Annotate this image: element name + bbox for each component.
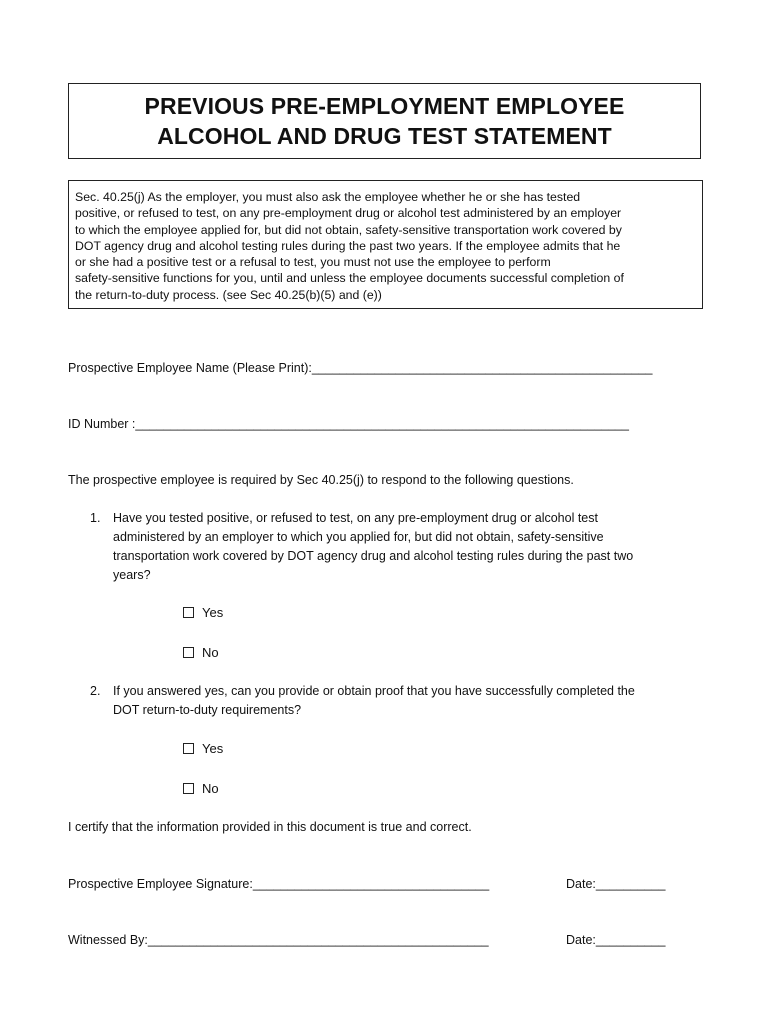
option-label: No (202, 645, 219, 660)
question-1-no-option[interactable] (183, 645, 219, 660)
signature-field[interactable]: Prospective Employee Signature:__________________________________ (68, 877, 490, 891)
employee-name-field[interactable]: Prospective Employee Name (Please Print):_________________________________________________ (68, 361, 653, 375)
question-2-yes-option[interactable] (183, 741, 223, 756)
form-title-line-1: PREVIOUS PRE-EMPLOYMENT EMPLOYEE (144, 93, 625, 119)
form-title-line-2: ALCOHOL AND DRUG TEST STATEMENT (157, 123, 612, 149)
checkbox-icon[interactable] (183, 783, 194, 794)
question-2-no-option[interactable] (183, 781, 219, 796)
id-number-field[interactable]: ID Number :_______________________________________________________________________ (68, 417, 629, 431)
regulation-text-line: or she had a positive test or a refusal to test, you must not use the employee to perform (75, 255, 551, 270)
form-title-box (68, 83, 701, 159)
question-2-text: If you answered yes, can you provide or obtain proof that you have successfully completed the (113, 684, 635, 698)
regulation-text-line: DOT agency drug and alcohol testing rules during the past two years. If the employee admits that he (75, 238, 621, 253)
regulation-text-line: Sec. 40.25(j) As the employer, you must also ask the employee whether he or she has tested (75, 190, 581, 204)
instructions-text: The prospective employee is required by Sec 40.25(j) to respond to the following questions. (68, 473, 574, 487)
question-1-text: administered by an employer to which you applied for, but did not obtain, safety-sensitive (113, 530, 604, 544)
checkbox-icon[interactable] (183, 607, 194, 618)
checkbox-icon[interactable] (183, 647, 194, 658)
option-label: Yes (202, 741, 224, 756)
option-label: Yes (202, 605, 224, 620)
certification-statement: I certify that the information provided in this document is true and correct. (68, 820, 472, 834)
regulation-text-line: the return-to-duty process. (see Sec 40.25(b)(5) and (e)) (75, 287, 382, 302)
witness-field[interactable]: Witnessed By:_________________________________________________ (68, 933, 489, 947)
regulation-text-line: safety-sensitive functions for you, until and unless the employee documents successful completion of (75, 271, 624, 286)
regulation-text-box (68, 180, 703, 309)
question-2-text: DOT return-to-duty requirements? (113, 703, 302, 717)
witness-date-field[interactable]: Date:__________ (566, 933, 666, 947)
signature-date-field[interactable]: Date:__________ (566, 877, 666, 891)
regulation-text-line: to which the employee applied for, but did not obtain, safety-sensitive transportation work covered by (75, 222, 622, 237)
question-1-number: 1. (90, 511, 101, 525)
regulation-text-line: positive, or refused to test, on any pre-employment drug or alcohol test administered by an employer (75, 206, 622, 221)
question-1-yes-option[interactable] (183, 605, 223, 620)
question-1-text: Have you tested positive, or refused to test, on any pre-employment drug or alcohol test (113, 511, 598, 525)
checkbox-icon[interactable] (183, 743, 194, 754)
question-2-number: 2. (90, 684, 101, 698)
question-1-text: transportation work covered by DOT agency drug and alcohol testing rules during the past two (113, 549, 634, 563)
question-1-text: years? (113, 568, 151, 582)
option-label: No (202, 781, 219, 796)
